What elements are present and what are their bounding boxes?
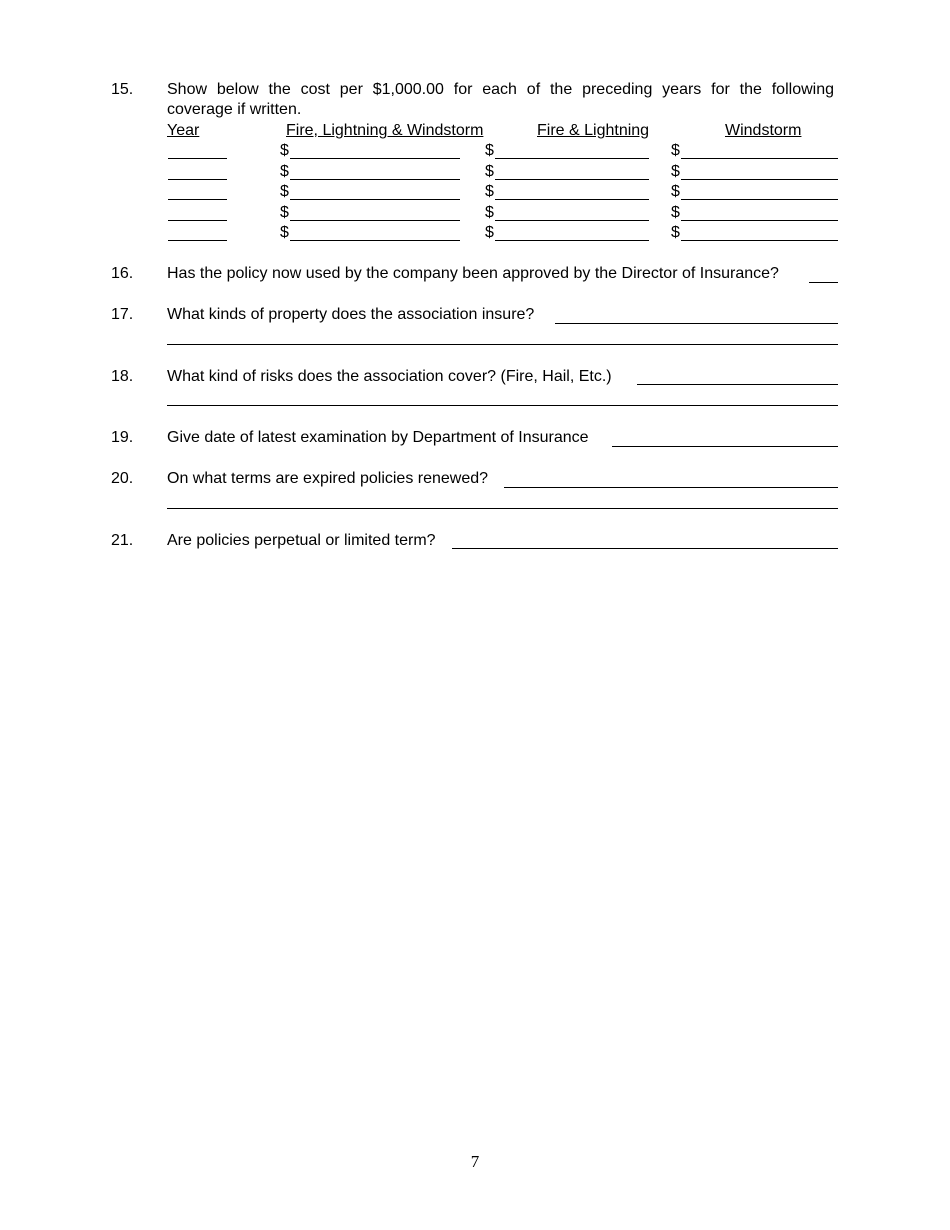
header-windstorm: Windstorm: [725, 122, 802, 139]
question-19-number: 19.: [111, 429, 134, 446]
windstorm-cost-field[interactable]: [681, 179, 838, 180]
question-19-text: Give date of latest examination by Department of Insurance: [167, 429, 589, 446]
windstorm-cost-field[interactable]: [681, 240, 838, 241]
dollar-sign: $: [671, 183, 680, 200]
question-15-text-line1: Show below the cost per $1,000.00 for each of the preceding years for the following: [167, 81, 834, 98]
dollar-sign: $: [485, 142, 494, 159]
fire-lightning-cost-field[interactable]: [495, 158, 649, 159]
fire-lightning-windstorm-cost-field[interactable]: [290, 220, 460, 221]
header-year: Year: [167, 122, 200, 139]
dollar-sign: $: [671, 224, 680, 241]
dollar-sign: $: [485, 163, 494, 180]
dollar-sign: $: [280, 224, 289, 241]
page-number: 7: [470, 1152, 480, 1171]
question-19-answer-field[interactable]: [612, 446, 838, 447]
year-field[interactable]: [168, 158, 227, 159]
question-17-number: 17.: [111, 306, 134, 323]
fire-lightning-cost-field[interactable]: [495, 240, 649, 241]
question-18-text: What kind of risks does the association cover? (Fire, Hail, Etc.): [167, 368, 612, 385]
question-20-number: 20.: [111, 470, 134, 487]
fire-lightning-cost-field[interactable]: [495, 199, 649, 200]
header-fire-lightning: Fire & Lightning: [537, 122, 650, 139]
question-20-answer-field[interactable]: [504, 487, 838, 488]
dollar-sign: $: [485, 204, 494, 221]
question-21-answer-field[interactable]: [452, 548, 838, 549]
dollar-sign: $: [280, 163, 289, 180]
year-field[interactable]: [168, 220, 227, 221]
question-18-answer-field-continued[interactable]: [167, 405, 838, 406]
dollar-sign: $: [485, 224, 494, 241]
year-field[interactable]: [168, 179, 227, 180]
fire-lightning-windstorm-cost-field[interactable]: [290, 199, 460, 200]
dollar-sign: $: [671, 142, 680, 159]
header-fire-lightning-windstorm: Fire, Lightning & Windstorm: [286, 122, 484, 139]
dollar-sign: $: [280, 204, 289, 221]
year-field[interactable]: [168, 199, 227, 200]
windstorm-cost-field[interactable]: [681, 158, 838, 159]
fire-lightning-windstorm-cost-field[interactable]: [290, 240, 460, 241]
question-15-text-line2: coverage if written.: [167, 101, 302, 118]
fire-lightning-windstorm-cost-field[interactable]: [290, 179, 460, 180]
question-20-answer-field-continued[interactable]: [167, 508, 838, 509]
question-21-number: 21.: [111, 532, 134, 549]
dollar-sign: $: [280, 142, 289, 159]
question-21-text: Are policies perpetual or limited term?: [167, 532, 436, 549]
question-20-text: On what terms are expired policies renewed?: [167, 470, 489, 487]
windstorm-cost-field[interactable]: [681, 220, 838, 221]
dollar-sign: $: [280, 183, 289, 200]
year-field[interactable]: [168, 240, 227, 241]
dollar-sign: $: [485, 183, 494, 200]
question-16-number: 16.: [111, 265, 134, 282]
question-17-answer-field-continued[interactable]: [167, 344, 838, 345]
question-18-number: 18.: [111, 368, 134, 385]
dollar-sign: $: [671, 204, 680, 221]
question-17-answer-field[interactable]: [555, 323, 838, 324]
question-15-number: 15.: [111, 81, 134, 98]
fire-lightning-cost-field[interactable]: [495, 179, 649, 180]
question-17-text: What kinds of property does the association insure?: [167, 306, 535, 323]
question-16-text: Has the policy now used by the company been approved by the Director of Insurance?: [167, 265, 779, 282]
windstorm-cost-field[interactable]: [681, 199, 838, 200]
question-18-answer-field[interactable]: [637, 384, 838, 385]
dollar-sign: $: [671, 163, 680, 180]
fire-lightning-windstorm-cost-field[interactable]: [290, 158, 460, 159]
fire-lightning-cost-field[interactable]: [495, 220, 649, 221]
question-16-answer-field[interactable]: [809, 282, 838, 283]
